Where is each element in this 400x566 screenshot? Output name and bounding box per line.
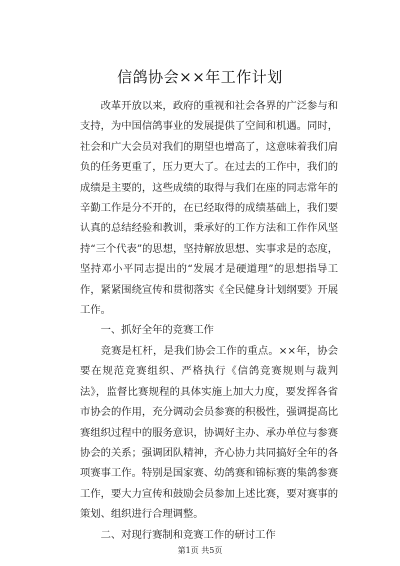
intro-paragraph: 改革开放以来，政府的重视和社会各界的广泛参与和支持，为中国信鸽事业的发展提供了空间和机遇。同时，社会和广大会员对我们的期望也增高了，这意味着我们肩负的任务更重了，压力更大了。在过去的工作中，我们的成绩是主要的，这些成绩的取得与我们在座的同志常年的辛勤工作是分不开的，在已经取得的成绩基础上，我们要认真的总结经验和教训，秉承好的工作方法和工作作风坚持“三个代表”的思想，坚持解放思想、实事求是的态度，坚持邓小平同志提出的“发展才是硬道理”的思想指导工作，紧紧围绕宣传和贯彻落实《全民健身计划纲要》开展工作。	[80, 100, 338, 317]
page-footer: 第1页 共5页	[177, 546, 223, 555]
section-heading-1: 一、抓好全年的竞赛工作	[100, 324, 214, 337]
section-heading-2: 二、对现行赛制和竞赛工作的研讨工作	[100, 528, 276, 541]
document-title: 信鸽协会××年工作计划	[117, 68, 283, 86]
document-body	[80, 96, 338, 545]
competition-paragraph: 竞赛是杠杆，是我们协会工作的重点。××年，协会要在规范竞赛组织、严格执行《信鸽竞赛规则与裁判法》，监督比赛规程的具体实施上加大力度，要发挥各省市协会的作用，充分调动会员参赛的积极性，强调提高比赛组织过程中的服务意识，协调好主办、承办单位与参赛协会的关系；强调团队精神，齐心协力共同搞好全年的各项赛事工作。特别是国家赛、幼鸽赛和锦标赛的集鸽参赛工作，要大力宣传和鼓励会员参加上述比赛，要对赛事的策划、组织进行合理调整。	[80, 344, 338, 521]
